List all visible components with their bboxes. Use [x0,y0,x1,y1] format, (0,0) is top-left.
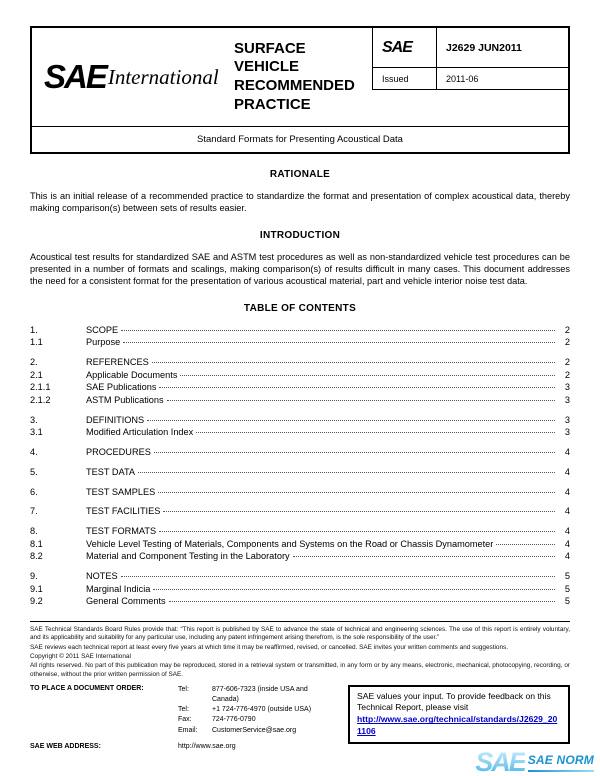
toc-dot-leader [121,330,555,331]
sae-international-logo [32,28,228,126]
toc-section-title: DEFINITIONS [86,414,145,425]
toc-row [30,486,570,499]
toc-row [30,583,570,596]
toc-page-number: 5 [564,596,570,607]
rationale-paragraph: This is an initial release of a recommended practice to standardize the format and presentation of complex acoustical data, thereby making comparison(s) between sets of results easier. [30,191,570,214]
toc-row [30,381,570,394]
toc-dot-leader [159,387,555,388]
toc-section-number: 7. [30,506,38,517]
toc-page-number: 5 [564,583,570,594]
toc-list [30,324,570,608]
toc-section-number: 8.1 [30,538,43,549]
toc-row [30,426,570,439]
introduction-paragraph: Acoustical test results for standardized SAE and ASTM test procedures as well as non-standardized vehicle test procedures can be presented in a number of formats and scalings, making comparison(s) of results difficult in many cases. This document addresses the need for a consistent format for the presentation of various acoustical material, part and vehicle interior noise test data. [30,251,570,287]
contact-value: +1 724-776-4970 (outside USA) [212,706,312,714]
footer-bottom [30,685,570,750]
toc-page-number: 3 [564,395,570,406]
toc-section-number: 5. [30,466,38,477]
web-address-value: http://www.sae.org [178,742,236,750]
toc-row [30,538,570,551]
toc-section-title: Marginal Indicia [86,583,151,594]
header [30,26,570,154]
toc-dot-leader [152,362,555,363]
contact-list [178,685,335,736]
toc-section-title: PROCEDURES [86,447,151,458]
toc-section-number: 9.2 [30,596,43,607]
toc-page-number: 2 [564,369,570,380]
document-order-block [30,685,335,736]
document-type-cell [228,28,372,126]
toc-page-number: 4 [564,486,570,497]
issued-row [373,68,568,89]
toc-page-number: 3 [564,382,570,393]
toc-dot-leader [159,531,555,532]
contact-label: Fax: [178,716,192,724]
toc-section-title: SCOPE [86,324,119,335]
toc-page-number: 2 [564,324,570,335]
sae-watermark-big-text: SAE [475,746,525,776]
toc-page-number: 4 [564,551,570,562]
toc-section-number: 8.2 [30,551,43,562]
contact-value: CustomerService@sae.org [212,726,297,734]
toc-row [30,505,570,518]
toc-section-title: Material and Component Testing in the Laboratory [86,551,290,562]
footer [30,621,570,750]
document-number-cell [372,28,568,126]
contact-row [178,685,335,705]
contact-label: Email: [178,726,198,734]
toc-page-number: 4 [564,525,570,536]
toc-section-title: ASTM Publications [86,395,164,406]
toc-section-number: 8. [30,525,38,536]
feedback-link[interactable]: http://www.sae.org/technical/standards/J2629_201106 [357,714,558,736]
header-top-row [32,28,568,126]
toc-row [30,570,570,583]
legal-paragraph: All rights reserved. No part of this publication may be reproduced, stored in a retrieval system or transmitted, in any form or by any means, electronic, mechanical, photocopying, recording, or otherwise, without the prior written permission of SAE. [30,662,570,678]
toc-dot-leader [496,544,555,545]
toc-section-number: 4. [30,447,38,458]
toc-section-title: General Comments [86,596,166,607]
web-address-block [30,743,335,750]
toc-dot-leader [121,576,555,577]
footer-contact-block [30,685,335,750]
contact-label: Tel: [178,685,189,693]
document-type-title: SURFACE VEHICLE RECOMMENDED PRACTICE [234,39,355,113]
feedback-text: SAE values your input. To provide feedback on this Technical Report, please visit [357,690,551,713]
toc-section-title: SAE Publications [86,382,157,393]
toc-dot-leader [180,375,555,376]
toc-section-number: 2.1.2 [30,395,51,406]
legal-paragraph: SAE reviews each technical report at least every five years at which time it may be reaffirmed, revised, or cancelled. SAE invites your written comments and suggestions. [30,643,508,651]
toc-dot-leader [196,432,555,433]
contact-label: Tel: [178,706,189,714]
toc-dot-leader [163,511,555,512]
toc-section-number: 9.1 [30,583,43,594]
toc-page-number: 2 [564,337,570,348]
web-address-label: SAE WEB ADDRESS: [30,742,101,750]
toc-section-title: REFERENCES [86,357,149,368]
introduction-heading: INTRODUCTION [259,229,341,241]
toc-dot-leader [153,589,555,590]
document-number: J2629 JUN2011 [446,41,522,54]
toc-row [30,446,570,459]
toc-row [30,336,570,349]
sae-small-logo: SAE [373,28,437,67]
toc-section-number: 1. [30,324,38,335]
toc-section-number: 6. [30,486,38,497]
toc-section-number: 2. [30,357,38,368]
toc-row [30,414,570,427]
toc-section-title: Modified Articulation Index [86,427,194,438]
legal-paragraph: Copyright © 2011 SAE International [30,653,131,660]
issued-label: Issued [373,68,437,89]
toc-section-number: 3. [30,414,38,425]
watermark-underline-bar [528,770,594,772]
issued-date: 2011-06 [446,73,479,84]
toc-dot-leader [123,342,555,343]
feedback-box [348,685,570,744]
toc-section-number: 2.1.1 [30,382,51,393]
toc-page-number: 5 [564,570,570,581]
toc-section-number: 1.1 [30,337,43,348]
toc-row [30,525,570,538]
toc-row [30,324,570,337]
contact-row [178,715,335,725]
sae-logo-text: SAE [44,58,106,95]
international-logo-text: International [107,64,219,89]
order-label: TO PLACE A DOCUMENT ORDER: [30,684,144,692]
toc-row [30,369,570,382]
contact-value: 724-776-0790 [212,716,256,724]
toc-dot-leader [147,420,555,421]
toc-heading: TABLE OF CONTENTS [243,302,357,314]
toc-dot-leader [293,556,555,557]
toc-section-title: TEST SAMPLES [86,486,156,497]
toc-section-title: TEST DATA [86,466,136,477]
contact-row [178,726,335,736]
toc-row [30,356,570,369]
toc-section-title: TEST FORMATS [86,525,157,536]
document-number-table [372,28,568,90]
toc-section-number: 3.1 [30,427,43,438]
toc-dot-leader [167,400,555,401]
toc-dot-leader [154,452,555,453]
toc-section-number: 2.1 [30,369,43,380]
toc-section-title: NOTES [86,570,118,581]
toc-section-title: Purpose [86,337,121,348]
rationale-heading: RATIONALE [269,169,331,180]
contact-row [178,705,335,715]
toc-section-title: Vehicle Level Testing of Materials, Components and Systems on the Road or Chassis Dynamometer [86,538,494,549]
toc-dot-leader [158,492,555,493]
footer-legal-text [30,626,570,679]
toc-page-number: 4 [564,447,570,458]
toc-row [30,550,570,563]
toc-dot-leader [169,601,555,602]
toc-section-title: Applicable Documents [86,369,178,380]
doc-number-row [373,28,568,68]
toc-page-number: 4 [564,538,570,549]
toc-row [30,466,570,479]
toc-page-number: 3 [564,414,570,425]
sae-norm-label: SAE NORM [528,751,594,774]
toc-section-number: 9. [30,570,38,581]
toc-row [30,394,570,407]
contact-value: 877-606-7323 (inside USA and Canada) [212,685,308,704]
toc-page-number: 3 [564,427,570,438]
document-subtitle: Standard Formats for Presenting Acoustical Data [32,126,568,152]
toc-page-number: 4 [564,466,570,477]
toc-section-title: TEST FACILITIES [86,506,161,517]
legal-paragraph: SAE Technical Standards Board Rules provide that: “This report is published by SAE to advance the state of technical and engineering sciences. The use of this report is entirely voluntary, and its applicability and suitability for any particular use, including any patent infringement arising therefrom, is the sole responsibility of the user.” [30,626,570,642]
sae-norm-watermark-logo [475,746,594,776]
toc-page-number: 2 [564,357,570,368]
toc-dot-leader [138,472,555,473]
toc-page-number: 4 [564,506,570,517]
toc-row [30,595,570,608]
